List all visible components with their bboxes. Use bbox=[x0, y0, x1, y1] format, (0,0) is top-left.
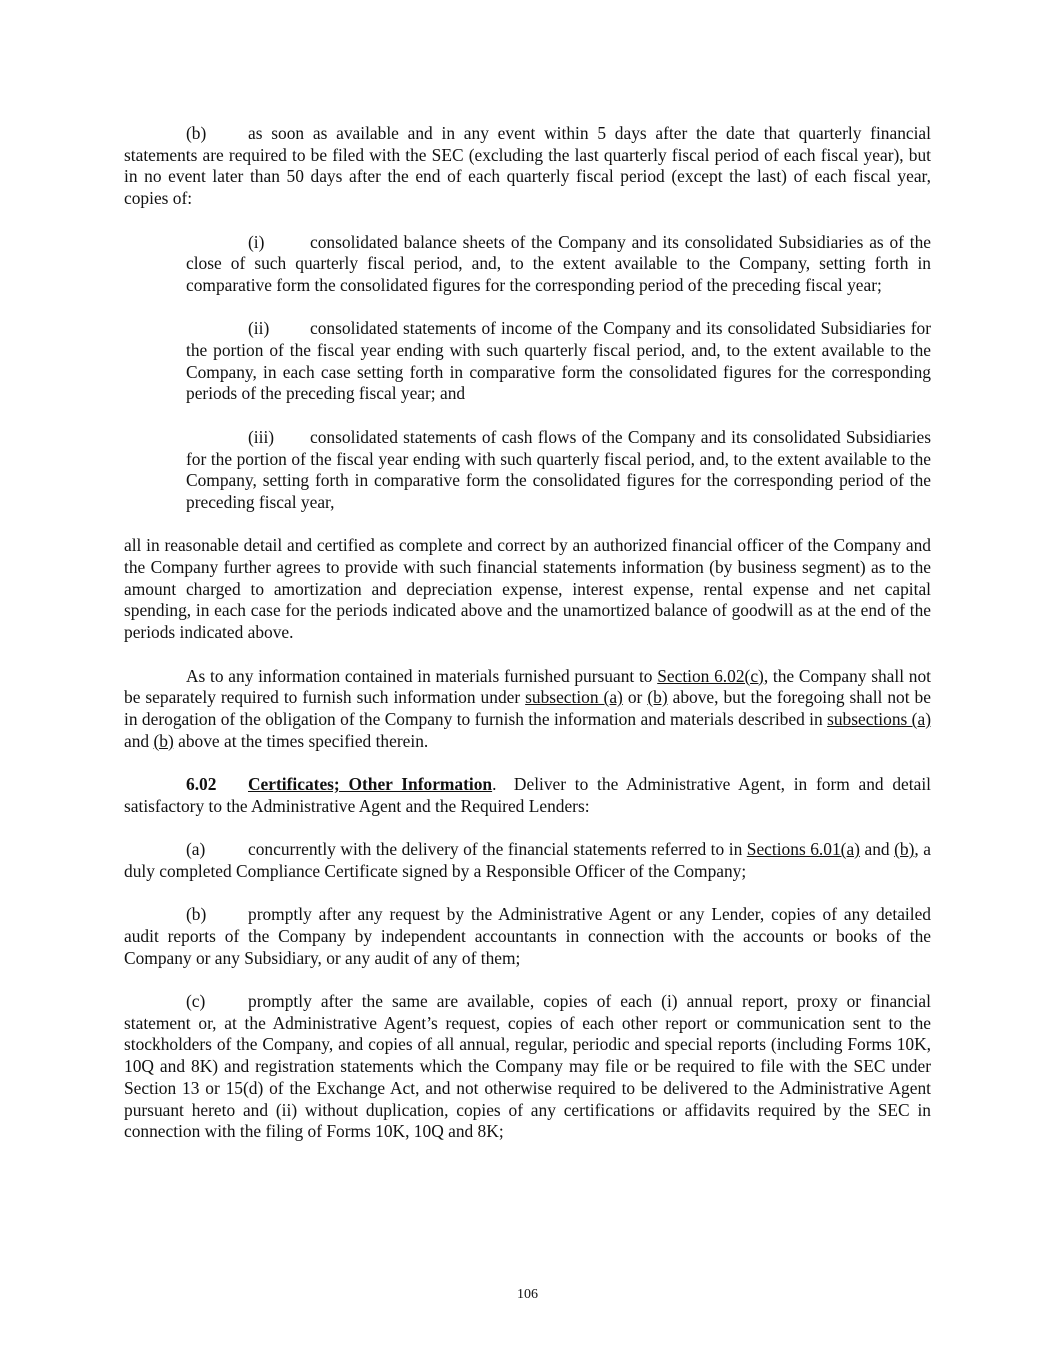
cross-reference: subsection (a) bbox=[525, 687, 623, 708]
sub-item-iii bbox=[186, 427, 931, 514]
section-6-02 bbox=[124, 774, 936, 817]
item-6-02-b bbox=[124, 904, 931, 969]
text-run: concurrently with the delivery of the financial statements referred to in bbox=[248, 839, 747, 860]
text-run: above at the times specified therein. bbox=[173, 730, 429, 751]
info-paragraph bbox=[124, 666, 931, 753]
text-run: As to any information contained in materials furnished pursuant to bbox=[186, 665, 658, 686]
item-label: (c) bbox=[186, 990, 206, 1011]
closing-paragraph: all in reasonable detail and certified as complete and correct by an authorized financial officer of the Company and the Company further agrees to provide with such financial statements information (by business segment) as to the amount charged to amortization and depreciation expense, interest expense, rental expense and net capital spending, in each case for the periods indicated above and the unamortized balance of goodwill as at the end of the periods indicated above. bbox=[124, 535, 931, 643]
sub-item-text: consolidated statements of cash flows of the Company and its consolidated Subsidiaries for the portion of the fiscal year ending with such quarterly fiscal period, and, to the extent available to the Company, setting forth in comparative form the consolidated figures for the corresponding period of the preceding fiscal year, bbox=[186, 426, 931, 512]
paragraph-label: (b) bbox=[186, 123, 207, 143]
cross-reference: Sections 6.01(a) bbox=[746, 839, 860, 860]
text-run: , a duly completed Compliance Certificate signed by a Responsible Officer of the Company; bbox=[124, 839, 931, 881]
page-number: 106 bbox=[517, 1287, 538, 1302]
item-6-02-a bbox=[124, 839, 931, 882]
item-6-02-c bbox=[124, 991, 931, 1143]
text-run: above, but the foregoing shall not be in derogation of the obligation of the Company to furnish the information and materials described in bbox=[124, 687, 931, 729]
sub-item-i bbox=[186, 232, 931, 297]
section-heading: Certificates; Other Information bbox=[248, 774, 493, 794]
text-run: . bbox=[492, 774, 497, 794]
section-number: 6.02 bbox=[186, 774, 217, 794]
paragraph-text: as soon as available and in any event within 5 days after the date that quarterly financial statements are required to be filed with the SEC (excluding the last quarterly fiscal period of each fiscal year), but in no event later than 50 days after the end of each quarterly fiscal period (except the last) of each fiscal year, copies of: bbox=[124, 123, 931, 209]
cross-reference: (b) bbox=[647, 687, 668, 708]
cross-reference: (b) bbox=[894, 839, 915, 860]
cross-reference: subsections (a) bbox=[827, 708, 931, 729]
sub-item-label: (iii) bbox=[248, 426, 275, 447]
text-run: , the Company shall not be separately required to furnish such information under bbox=[124, 665, 932, 708]
sub-item-label: (i) bbox=[248, 231, 265, 252]
section-text: Deliver to the Administrative Agent, in form and detail satisfactory to the Administrative Agent and the Required Lenders: bbox=[124, 774, 936, 816]
sub-item-text: consolidated balance sheets of the Company and its consolidated Subsidiaries as of the close of such quarterly fiscal period, and, to the extent available to the Company, setting forth in comparative form the consolidated figures for the corresponding period of the preceding fiscal year; bbox=[186, 231, 931, 295]
text-run: and bbox=[859, 839, 895, 860]
sub-item-label: (ii) bbox=[248, 318, 270, 339]
text-run: or bbox=[622, 687, 648, 708]
item-label: (b) bbox=[186, 904, 207, 925]
sub-item-text: consolidated statements of income of the Company and its consolidated Subsidiaries for the portion of the fiscal year ending with such quarterly fiscal period, and, to the extent available to the Company, in each case setting forth in comparative form the consolidated figures for the corresponding periods of the preceding fiscal year; and bbox=[186, 318, 931, 404]
cross-reference: Section 6.02(c) bbox=[657, 665, 764, 686]
document-page bbox=[124, 123, 936, 1165]
paragraph-b bbox=[124, 123, 931, 210]
item-text: promptly after any request by the Administrative Agent or any Lender, copies of any detailed audit reports of the Company by independent accountants in connection with the accounts or books of the Company or any Subsidiary, or any audit of any of them; bbox=[124, 904, 931, 968]
sub-item-ii bbox=[186, 318, 931, 405]
cross-reference: (b) bbox=[153, 730, 174, 751]
text-run: and bbox=[124, 730, 154, 751]
item-text: promptly after the same are available, copies of each (i) annual report, proxy or financial statement or, at the Administrative Agent’s request, copies of each other report or communication sent to the stockholders of the Company, and copies of all annual, regular, periodic and special reports (including Forms 10K, 10Q and 8K) and registration statements which the Company may file or be required to file with the SEC under Section 13 or 15(d) of the Exchange Act, and not otherwise required to be delivered to the Administrative Agent pursuant hereto and (ii) without duplication, copies of any certifications or affidavits required by the SEC in connection with the filing of Forms 10K, 10Q and 8K; bbox=[124, 990, 931, 1142]
item-label: (a) bbox=[186, 839, 206, 860]
